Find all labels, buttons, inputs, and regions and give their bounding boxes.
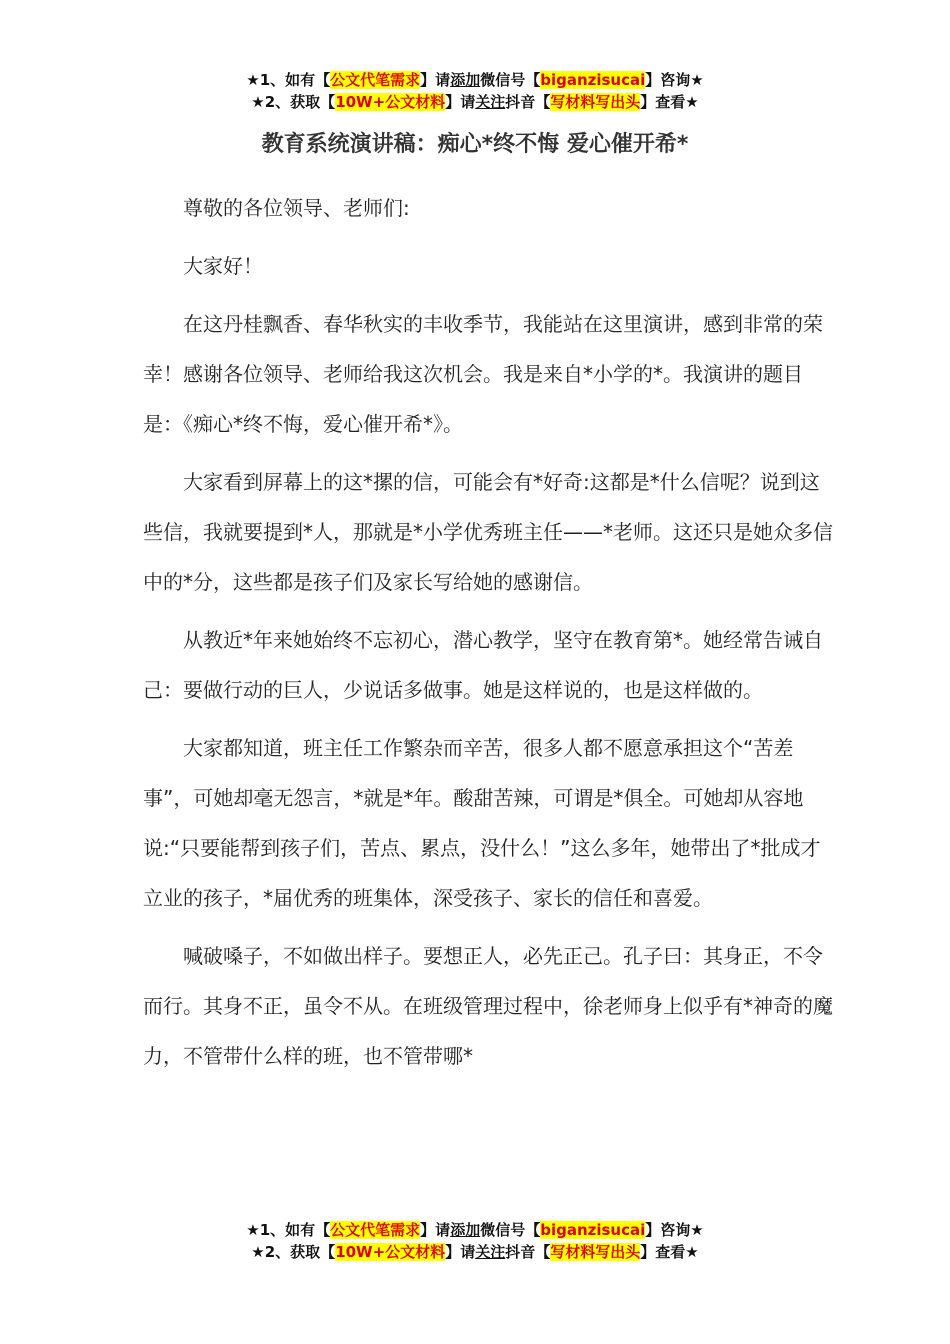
banner-text: 】咨询★	[645, 1221, 704, 1239]
banner-text: 】请	[445, 1243, 476, 1261]
body-paragraph: 在这丹桂飘香、春华秋实的丰收季节，我能站在这里演讲，感到非常的荣幸！感谢各位领导、老师给我这次机会。我是来自*小学的*。我演讲的题目是：《痴心*终不悔，爱心催开希*》。	[143, 312, 823, 436]
banner-highlight: 写材料写出头	[550, 1243, 641, 1261]
banner-text: ★2、获取【	[251, 93, 336, 111]
banner-text: 抖音【	[505, 93, 551, 111]
banner-text: 】咨询★	[645, 71, 704, 89]
banner-highlight: 写材料写出头	[550, 93, 641, 111]
banner-line-1	[0, 1219, 950, 1241]
document-body	[143, 183, 833, 1089]
banner-text: ★2、获取【	[251, 1243, 336, 1261]
banner-highlight: biganzisucai	[540, 71, 646, 89]
banner-underline: 添加	[450, 1221, 481, 1239]
banner-line-2	[0, 1241, 950, 1263]
banner-highlight: 10W+公文材料	[335, 1243, 446, 1261]
banner-text: 】查看★	[640, 1243, 699, 1261]
banner-text: ★1、如有【	[246, 1221, 331, 1239]
body-paragraph: 大家看到屏幕上的这*摞的信，可能会有*好奇:这都是*什么信呢？说到这些信，我就要提到*人，那就是*小学优秀班主任——*老师。这还只是她众多信中的*分，这些都是孩子们及家长写给她的感谢信。	[143, 470, 833, 594]
banner-text: 】请	[445, 93, 476, 111]
banner-highlight: 公文代笔需求	[330, 71, 421, 89]
banner-line-1	[0, 69, 950, 91]
banner-text: 】查看★	[640, 93, 699, 111]
top-ad-banner	[0, 69, 950, 113]
banner-text: 微信号【	[480, 1221, 541, 1239]
banner-text: 】请	[420, 1221, 451, 1239]
banner-highlight: 公文代笔需求	[330, 1221, 421, 1239]
bottom-ad-banner	[0, 1219, 950, 1263]
banner-underline: 关注	[475, 1243, 506, 1261]
banner-text: ★1、如有【	[246, 71, 331, 89]
banner-highlight: biganzisucai	[540, 1221, 646, 1239]
body-paragraph: 喊破嗓子，不如做出样子。要想正人，必先正己。孔子曰：其身正，不令而行。其身不正，虽令不从。在班级管理过程中，徐老师身上似乎有*神奇的魔力，不管带什么样的班，也不管带哪*	[143, 944, 833, 1068]
banner-line-2	[0, 91, 950, 113]
banner-text: 微信号【	[480, 71, 541, 89]
greeting: 大家好！	[183, 254, 263, 278]
salutation: 尊敬的各位领导、老师们:	[183, 196, 410, 220]
banner-text: 抖音【	[505, 1243, 551, 1261]
document-title: 教育系统演讲稿：痴心*终不悔 爱心催开希*	[261, 132, 689, 157]
banner-underline: 添加	[450, 71, 481, 89]
banner-underline: 关注	[475, 93, 506, 111]
banner-highlight: 10W+公文材料	[335, 93, 446, 111]
banner-text: 】请	[420, 71, 451, 89]
body-paragraph: 大家都知道，班主任工作繁杂而辛苦，很多人都不愿意承担这个“苦差事”，可她却毫无怨言，*就是*年。酸甜苦辣，可谓是*俱全。可她却从容地说:“只要能帮到孩子们，苦点、累点，没什么！”这么多年，她带出了*批成才立业的孩子，*届优秀的班集体，深受孩子、家长的信任和喜爱。	[143, 736, 821, 910]
body-paragraph: 从教近*年来她始终不忘初心，潜心教学，坚守在教育第*。她经常告诫自己：要做行动的巨人，少说话多做事。她是这样说的，也是这样做的。	[143, 628, 823, 702]
